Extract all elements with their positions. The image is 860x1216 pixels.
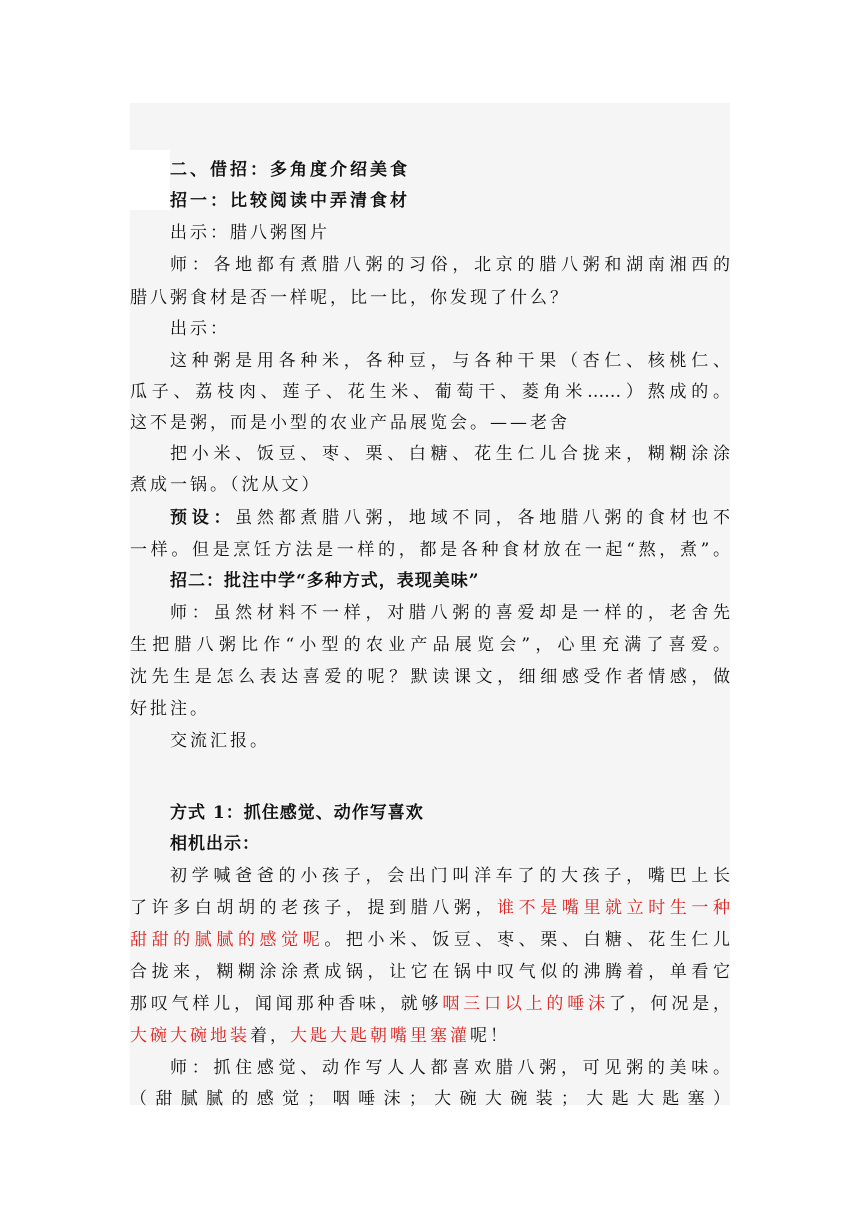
passage-text: 那叹气样儿，闻闻那种香味，就够 xyxy=(130,994,443,1014)
teacher-summary-line-2: （甜腻腻的感觉；咽唾沫；大碗大碗装；大匙大匙塞） xyxy=(130,1089,730,1109)
passage-text: 了许多白胡胡的老孩子，提到腊八粥， xyxy=(130,898,498,918)
passage-line-1: 初学喊爸爸的小孩子，会出门叫洋车了的大孩子，嘴巴上长 xyxy=(170,866,730,886)
section-heading: 二、借招：多角度介绍美食 xyxy=(170,160,410,180)
move1-heading: 招一：比较阅读中弄清食材 xyxy=(170,191,410,211)
highlight-text: 大匙大匙朝嘴里塞灌 xyxy=(290,1026,470,1046)
quote-shencongwen-line-2: 煮成一锅。（沈从文） xyxy=(130,475,322,495)
passage-line-3 xyxy=(130,928,730,952)
highlight-text: 甜甜的腻腻的感觉呢 xyxy=(130,930,325,950)
quote-laoshe-line-2: 瓜子、荔枝肉、莲子、花生米、葡萄干、菱角米……）熬成的。 xyxy=(130,382,730,402)
move2-heading: 招二：批注中学“多种方式，表现美味” xyxy=(170,571,480,591)
quote-laoshe-line-1: 这种粥是用各种米，各种豆，与各种干果（杏仁、核桃仁、 xyxy=(170,351,730,371)
passage-line-4: 合拢来，糊糊涂涂煮成锅，让它在锅中叹气似的沸腾着，单看它 xyxy=(130,962,730,982)
quote-shencongwen-line-1: 把小米、饭豆、枣、栗、白糖、花生仁儿合拢来，糊糊涂涂 xyxy=(170,444,730,464)
quote-laoshe-line-3: 这不是粥，而是小型的农业产品展览会。——老舍 xyxy=(130,413,570,433)
related-show-label: 相机出示： xyxy=(170,834,260,854)
teacher-summary-line-1: 师：抓住感觉、动作写人人都喜欢腊八粥，可见粥的美味。 xyxy=(170,1058,730,1078)
teacher-question-2-line-4: 好批注。 xyxy=(130,699,210,719)
preset-line-2: 一样。但是烹饪方法是一样的，都是各种食材放在一起“熬，煮”。 xyxy=(130,540,730,560)
highlight-text: 咽三口以上的唾沫 xyxy=(442,994,609,1014)
passage-line-5 xyxy=(130,992,730,1016)
highlight-text: 谁不是嘴里就立时生一种 xyxy=(497,898,731,918)
preset-label: 预设： xyxy=(170,508,236,528)
passage-line-6 xyxy=(130,1024,730,1048)
method1-heading: 方式 1：抓住感觉、动作写喜欢 xyxy=(170,803,424,823)
teacher-question-1-line-1: 师：各地都有煮腊八粥的习俗，北京的腊八粥和湖南湘西的 xyxy=(170,255,730,275)
passage-line-2 xyxy=(130,896,730,920)
passage-text: 了，何况是， xyxy=(608,994,731,1014)
white-notch xyxy=(130,150,170,210)
exchange-report: 交流汇报。 xyxy=(170,731,270,751)
passage-text: 。把小米、饭豆、枣、栗、白糖、花生仁儿 xyxy=(324,930,731,950)
show-picture-line: 出示：腊八粥图片 xyxy=(170,223,330,243)
teacher-question-2-line-1: 师：虽然材料不一样，对腊八粥的喜爱却是一样的，老舍先 xyxy=(170,603,730,623)
teacher-question-2-line-3: 沈先生是怎么表达喜爱的呢？默读课文，细细感受作者情感，做 xyxy=(130,667,730,687)
preset-line-1 xyxy=(170,506,730,530)
preset-text: 虽然都煮腊八粥，地域不同，各地腊八粥的食材也不 xyxy=(235,508,731,528)
show-label: 出示： xyxy=(170,319,230,339)
highlight-text: 大碗大碗地装 xyxy=(130,1026,250,1046)
passage-text: 呢！ xyxy=(470,1026,510,1046)
teacher-question-1-line-2: 腊八粥食材是否一样呢，比一比，你发现了什么？ xyxy=(130,288,570,308)
teacher-question-2-line-2: 生把腊八粥比作“小型的农业产品展览会”，心里充满了喜爱。 xyxy=(130,635,730,655)
passage-text: 着， xyxy=(250,1026,290,1046)
